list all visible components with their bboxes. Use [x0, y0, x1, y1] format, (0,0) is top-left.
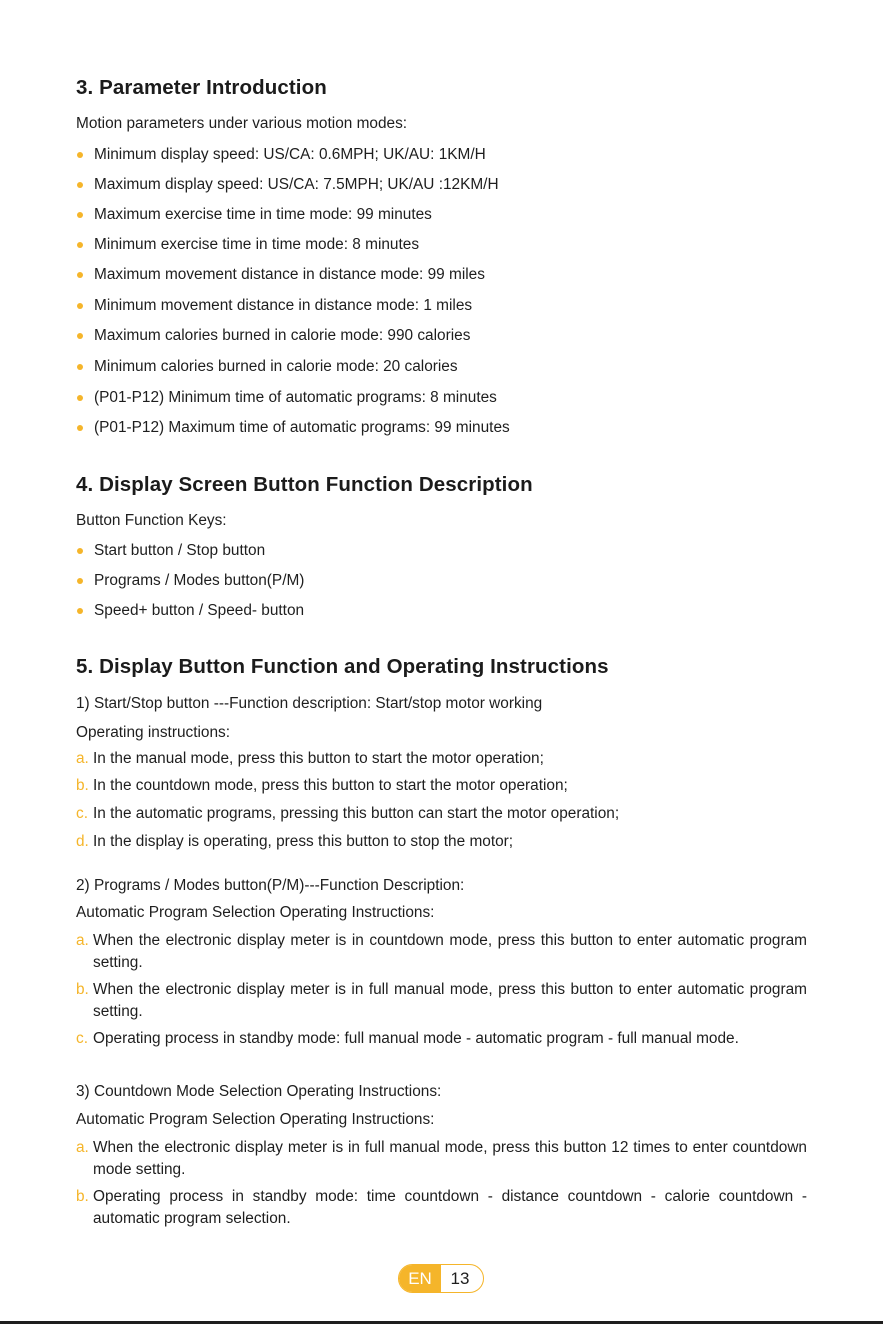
bullet-dot-icon: [77, 548, 83, 554]
bullet-dot-icon: [77, 395, 83, 401]
bullet-dot-icon: [77, 242, 83, 248]
list-item: d. In the display is operating, press this button to stop the motor;: [76, 833, 514, 850]
bullet-dot-icon: [77, 152, 83, 158]
sub1-label: Operating instructions:: [76, 724, 230, 741]
sub2-title: 2) Programs / Modes button(P/M)---Function Description:: [76, 877, 465, 894]
language-label: EN: [399, 1265, 441, 1292]
bullet-dot-icon: [77, 608, 83, 614]
bullet-dot-icon: [77, 272, 83, 278]
section4-intro: Button Function Keys:: [76, 512, 227, 529]
list-item: a. When the electronic display meter is in countdown mode, press this button to enter automatic program setting.: [76, 932, 807, 971]
page-badge: [398, 1264, 484, 1293]
section3-heading: 3. Parameter Introduction: [76, 76, 327, 99]
bullet-dot-icon: [77, 212, 83, 218]
bullet-dot-icon: [77, 578, 83, 584]
list-item: b. Operating process in standby mode: time countdown - distance countdown - calorie countdown - automatic program selection.: [76, 1188, 807, 1227]
bullet-dot-icon: [77, 425, 83, 431]
section4-heading: 4. Display Screen Button Function Description: [76, 473, 533, 496]
sub3-label: Automatic Program Selection Operating Instructions:: [76, 1111, 435, 1128]
section3-intro: Motion parameters under various motion modes:: [76, 115, 408, 132]
sub2-label: Automatic Program Selection Operating Instructions:: [76, 904, 435, 921]
sub3-title: 3) Countdown Mode Selection Operating Instructions:: [76, 1083, 442, 1100]
bullet-dot-icon: [77, 364, 83, 370]
list-item: b. When the electronic display meter is in full manual mode, press this button to enter automatic program setting.: [76, 981, 807, 1020]
bullet-dot-icon: [77, 333, 83, 339]
bullet-dot-icon: [77, 182, 83, 188]
list-item: a. When the electronic display meter is in full manual mode, press this button 12 times to enter countdown mode setting.: [76, 1139, 807, 1178]
section5-heading: 5. Display Button Function and Operating Instructions: [76, 655, 609, 678]
list-item: b. In the countdown mode, press this button to start the motor operation;: [76, 777, 568, 794]
list-item: c. Operating process in standby mode: full manual mode - automatic program - full manual mode.: [76, 1030, 739, 1047]
bullet-dot-icon: [77, 303, 83, 309]
list-item: c. In the automatic programs, pressing this button can start the motor operation;: [76, 805, 620, 822]
page-number: 13: [450, 1268, 470, 1288]
sub1-title: 1) Start/Stop button ---Function description: Start/stop motor working: [76, 695, 543, 712]
list-item: a. In the manual mode, press this button to start the motor operation;: [76, 750, 544, 767]
